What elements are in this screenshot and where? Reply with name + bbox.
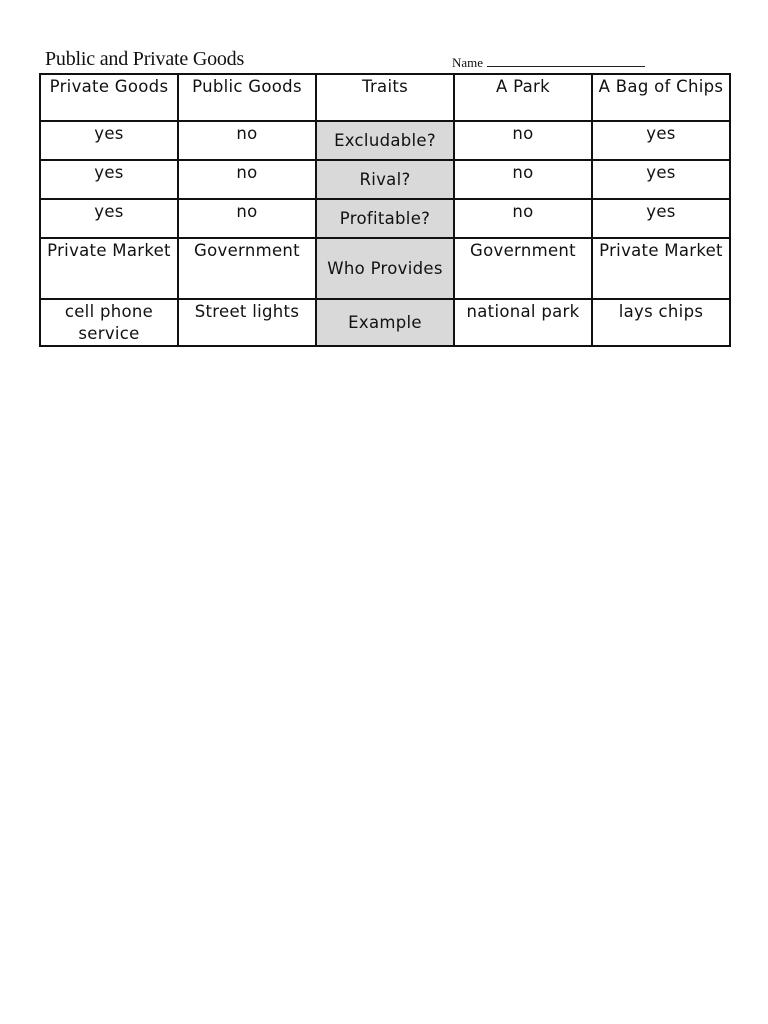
table-cell: Private Market xyxy=(40,238,178,299)
trait-cell-profitable: Profitable? xyxy=(316,199,454,238)
table-cell: yes xyxy=(592,160,730,199)
table-cell: no xyxy=(454,121,592,160)
trait-cell-example: Example xyxy=(316,299,454,346)
table-cell: no xyxy=(178,121,316,160)
table-row-who-provides xyxy=(40,238,730,299)
table-cell: Private Market xyxy=(592,238,730,299)
header-cell-private-goods: Private Goods xyxy=(40,74,178,121)
table-cell: lays chips xyxy=(592,299,730,346)
table-cell: yes xyxy=(40,121,178,160)
table-cell: no xyxy=(178,160,316,199)
header-cell-public-goods: Public Goods xyxy=(178,74,316,121)
trait-cell-who-provides: Who Provides xyxy=(316,238,454,299)
trait-cell-rival: Rival? xyxy=(316,160,454,199)
table-header-row xyxy=(40,74,730,121)
table-row-example xyxy=(40,299,730,346)
table-cell: yes xyxy=(40,199,178,238)
header-cell-bag-of-chips: A Bag of Chips xyxy=(592,74,730,121)
table-cell: yes xyxy=(592,121,730,160)
worksheet-header xyxy=(40,48,732,74)
table-cell: no xyxy=(454,199,592,238)
name-field xyxy=(452,54,645,71)
table-cell: Street lights xyxy=(178,299,316,346)
table-cell: yes xyxy=(592,199,730,238)
table-cell: cell phone service xyxy=(40,299,178,346)
table-cell: national park xyxy=(454,299,592,346)
table-row-excludable xyxy=(40,121,730,160)
table-cell: no xyxy=(178,199,316,238)
table-row-profitable xyxy=(40,199,730,238)
worksheet-title: Public and Private Goods xyxy=(45,48,245,70)
header-cell-traits: Traits xyxy=(316,74,454,121)
name-label: Name xyxy=(452,55,484,70)
table-cell: no xyxy=(454,160,592,199)
table-cell: yes xyxy=(40,160,178,199)
header-cell-a-park: A Park xyxy=(454,74,592,121)
table-cell: Government xyxy=(178,238,316,299)
name-blank-line[interactable] xyxy=(487,54,645,67)
trait-cell-excludable: Excludable? xyxy=(316,121,454,160)
table-cell: Government xyxy=(454,238,592,299)
goods-comparison-table xyxy=(39,73,731,347)
table-row-rival xyxy=(40,160,730,199)
